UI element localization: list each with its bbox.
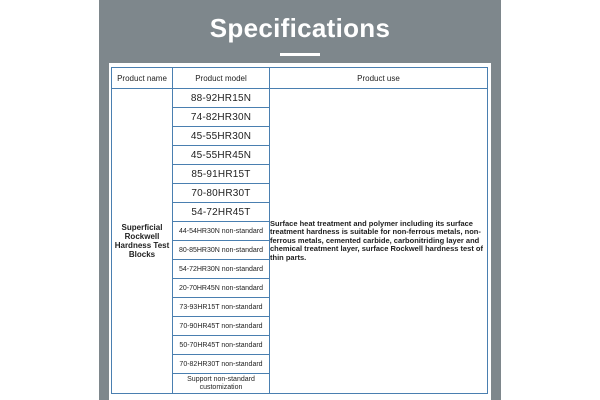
product-use-cell: Surface heat treatment and polymer including its surface treatment hardness is suitable for non-ferrous metals, non-ferrous metals, cemented carbide, carbonitriding layer and chemical treatment layer, surface Rockwell hardness test of thin parts. [270, 89, 488, 394]
model-cell: 88-92HR15N [173, 89, 270, 108]
table-header-row [112, 68, 488, 89]
model-cell: 70-82HR30T non-standard [173, 355, 270, 374]
page-title: Specifications [209, 13, 391, 43]
header-product-use: Product use [270, 68, 488, 89]
header-product-model: Product model [173, 68, 270, 89]
header-product-name: Product name [112, 68, 173, 89]
product-name-cell [112, 89, 173, 394]
spec-card [109, 63, 491, 400]
model-cell-custom: Support non-standard customization [173, 374, 270, 394]
model-cell: 70-90HR45T non-standard [173, 317, 270, 336]
spec-table [111, 67, 488, 394]
model-cell: 70-80HR30T [173, 184, 270, 203]
model-cell: 45-55HR45N [173, 146, 270, 165]
product-name-text: Superficial Rockwell Hardness Test Blocks [114, 223, 170, 259]
model-cell: 20-70HR45N non-standard [173, 279, 270, 298]
table-row [112, 89, 488, 108]
model-cell: 74-82HR30N [173, 108, 270, 127]
model-cell: 45-55HR30N [173, 127, 270, 146]
model-cell: 73-93HR15T non-standard [173, 298, 270, 317]
spec-sheet [99, 0, 501, 400]
model-cell: 50-70HR45T non-standard [173, 336, 270, 355]
model-cell: 85-91HR15T [173, 165, 270, 184]
model-cell: 54-72HR45T [173, 203, 270, 222]
model-cell: 80-85HR30N non-standard [173, 241, 270, 260]
title-underline [280, 53, 320, 56]
model-cell: 44-54HR30N non-standard [173, 222, 270, 241]
model-cell: 54-72HR30N non-standard [173, 260, 270, 279]
